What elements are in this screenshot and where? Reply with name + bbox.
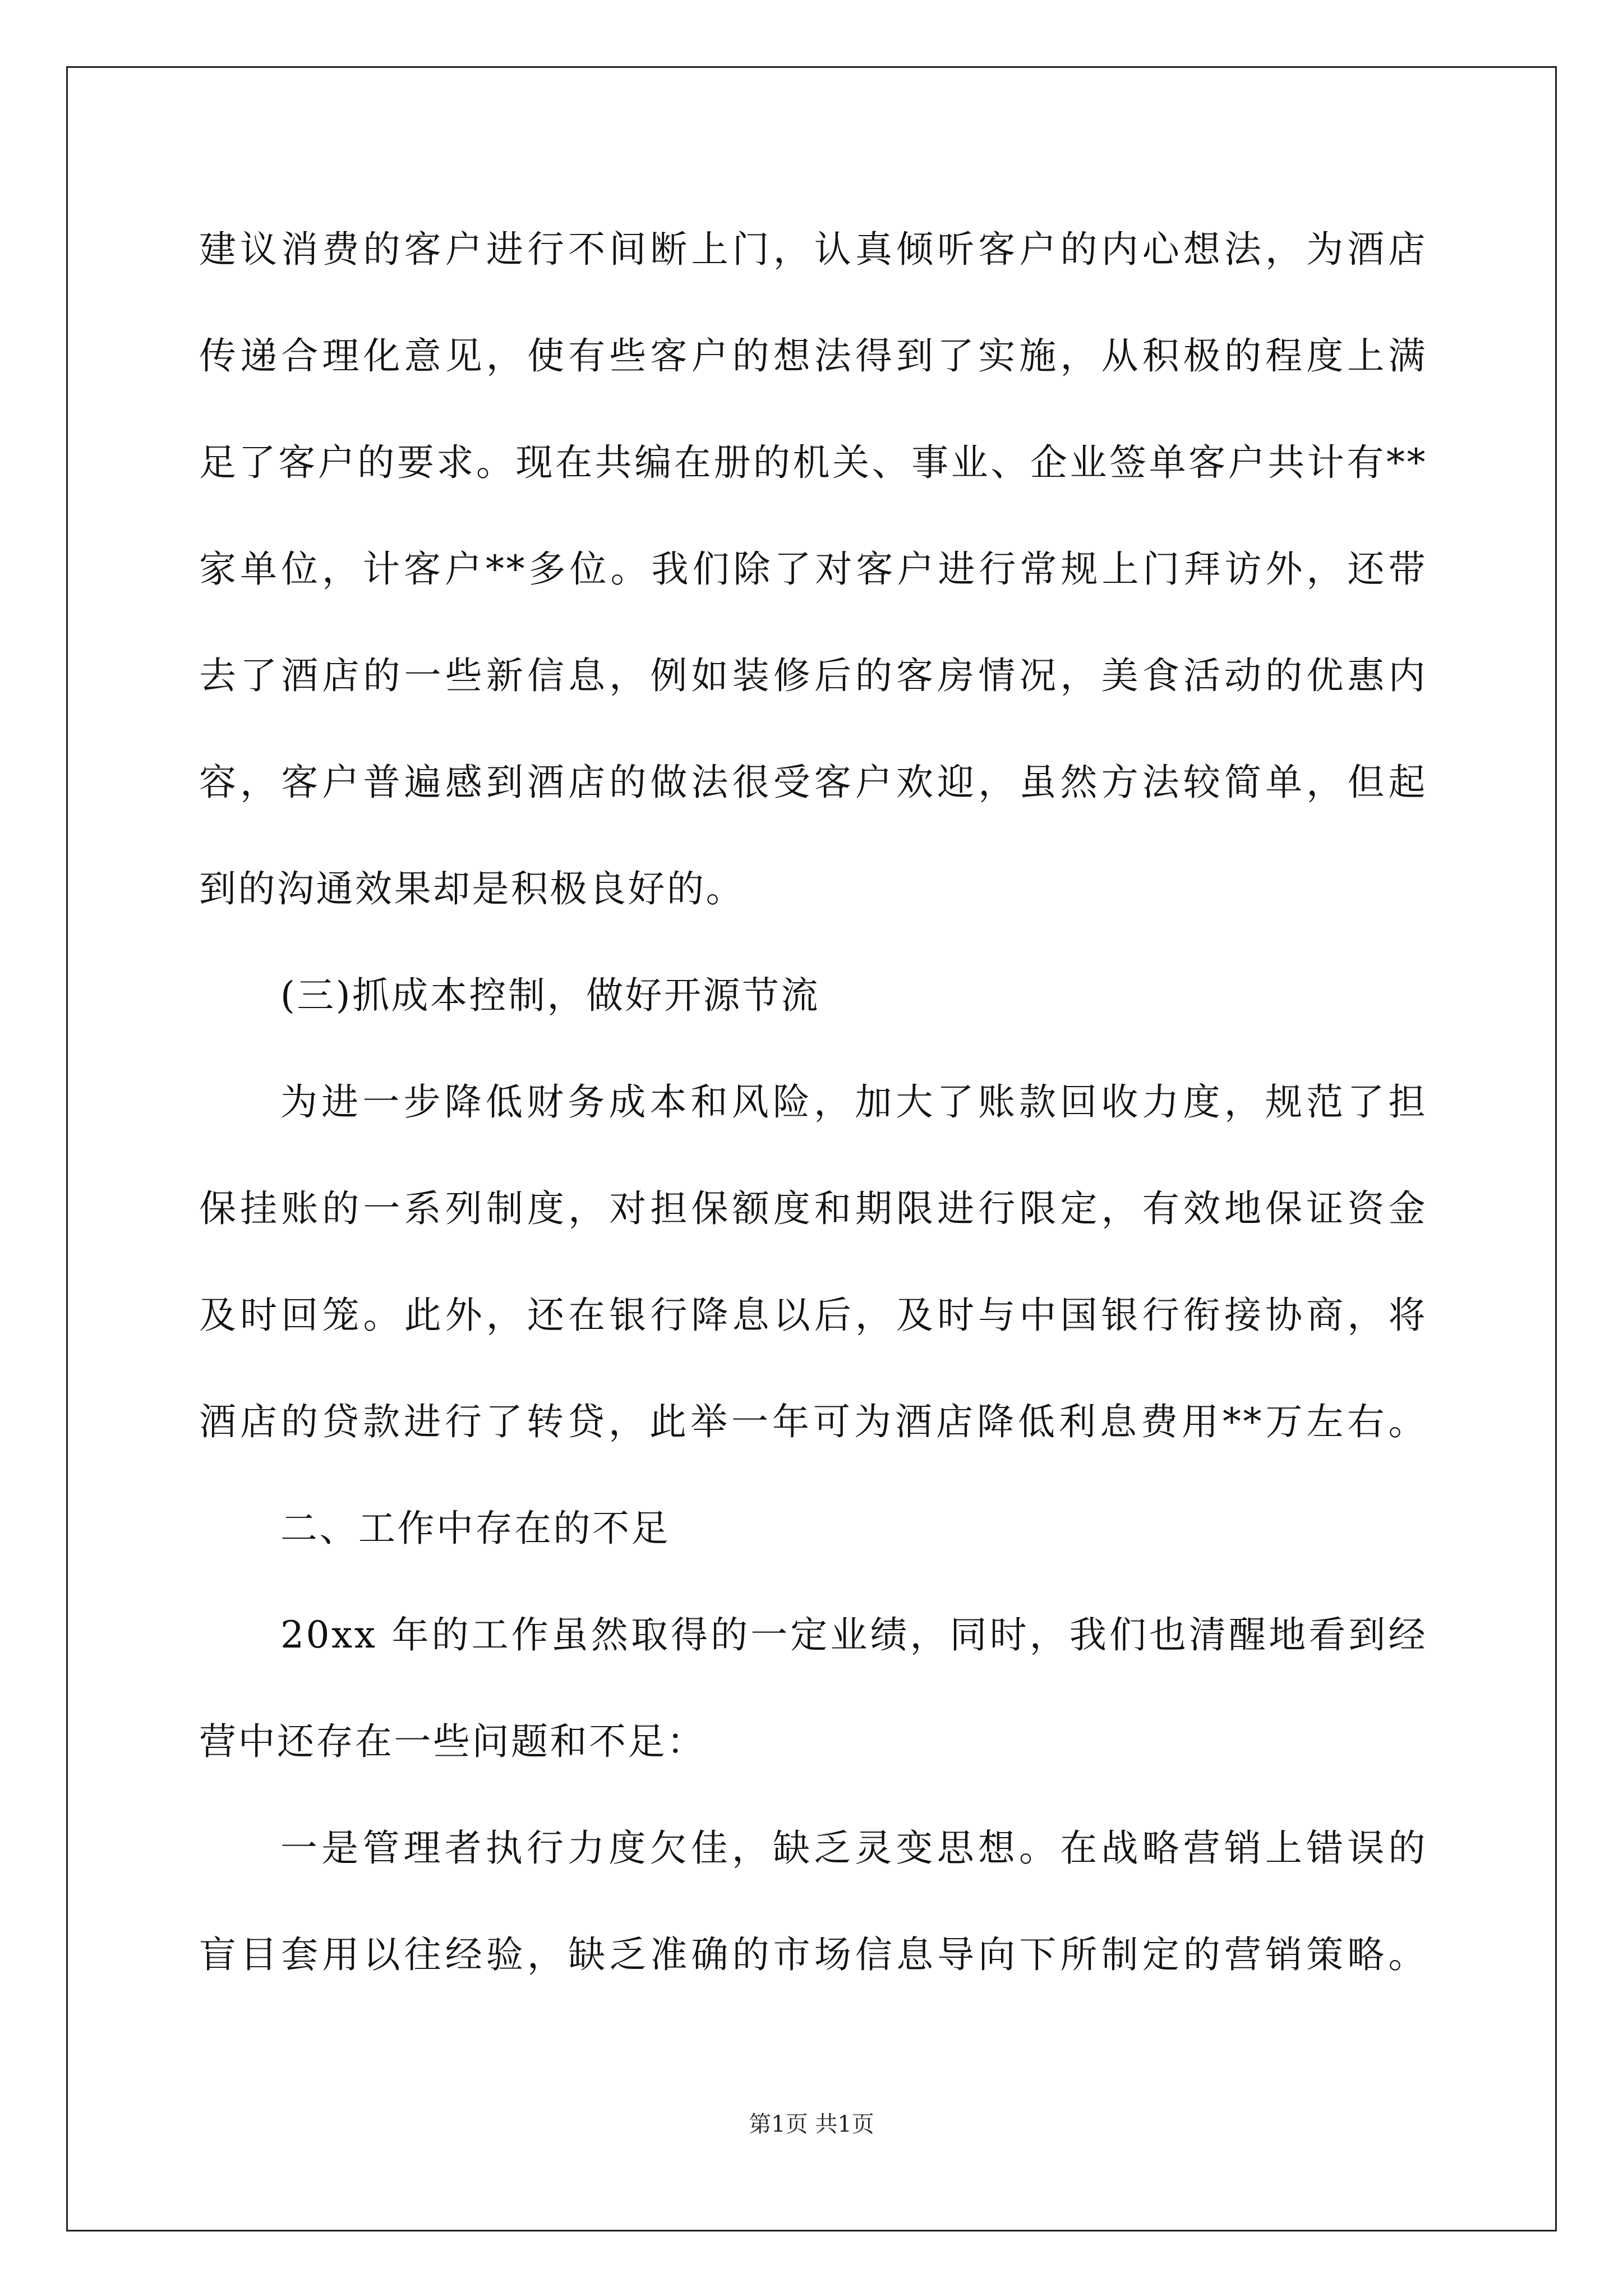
text-line: 容，客户普遍感到酒店的做法很受客户欢迎，虽然方法较简单，但起 <box>199 761 1427 804</box>
text-line: 建议消费的客户进行不间断上门，认真倾听客户的内心想法，为酒店 <box>199 228 1427 271</box>
text-line: 保挂账的一系列制度，对担保额度和期限进行限定，有效地保证资金 <box>199 1187 1427 1230</box>
section-heading: 二、工作中存在的不足 <box>280 1507 670 1550</box>
text-line: 营中还存在一些问题和不足： <box>199 1720 706 1763</box>
text-line: 传递合理化意见，使有些客户的想法得到了实施，从积极的程度上满 <box>199 334 1427 378</box>
text-line: 20xx 年的工作虽然取得的一定业绩，同时，我们也清醒地看到经 <box>280 1613 1427 1657</box>
page-number-footer: 第1页 共1页 <box>749 2111 874 2137</box>
document-body <box>199 208 1427 2019</box>
text-line: 去了酒店的一些新信息，例如装修后的客房情况，美食活动的优惠内 <box>199 654 1427 697</box>
section-heading: (三)抓成本控制，做好开源节流 <box>280 974 820 1017</box>
text-line: 一是管理者执行力度欠佳，缺乏灵变思想。在战略营销上错误的 <box>280 1826 1427 1870</box>
text-line: 及时回笼。此外，还在银行降息以后，及时与中国银行衔接协商，将 <box>199 1294 1427 1337</box>
text-line: 为进一步降低财务成本和风险，加大了账款回收力度，规范了担 <box>280 1080 1427 1124</box>
text-line: 家单位，计客户**多位。我们除了对客户进行常规上门拜访外，还带 <box>199 547 1427 591</box>
text-line: 酒店的贷款进行了转贷，此举一年可为酒店降低利息费用**万左右。 <box>199 1400 1427 1443</box>
text-line: 盲目套用以往经验，缺乏准确的市场信息导向下所制定的营销策略。 <box>199 1933 1427 1976</box>
text-line: 足了客户的要求。现在共编在册的机关、事业、企业签单客户共计有** <box>199 441 1427 484</box>
text-line: 到的沟通效果却是积极良好的。 <box>199 867 745 910</box>
